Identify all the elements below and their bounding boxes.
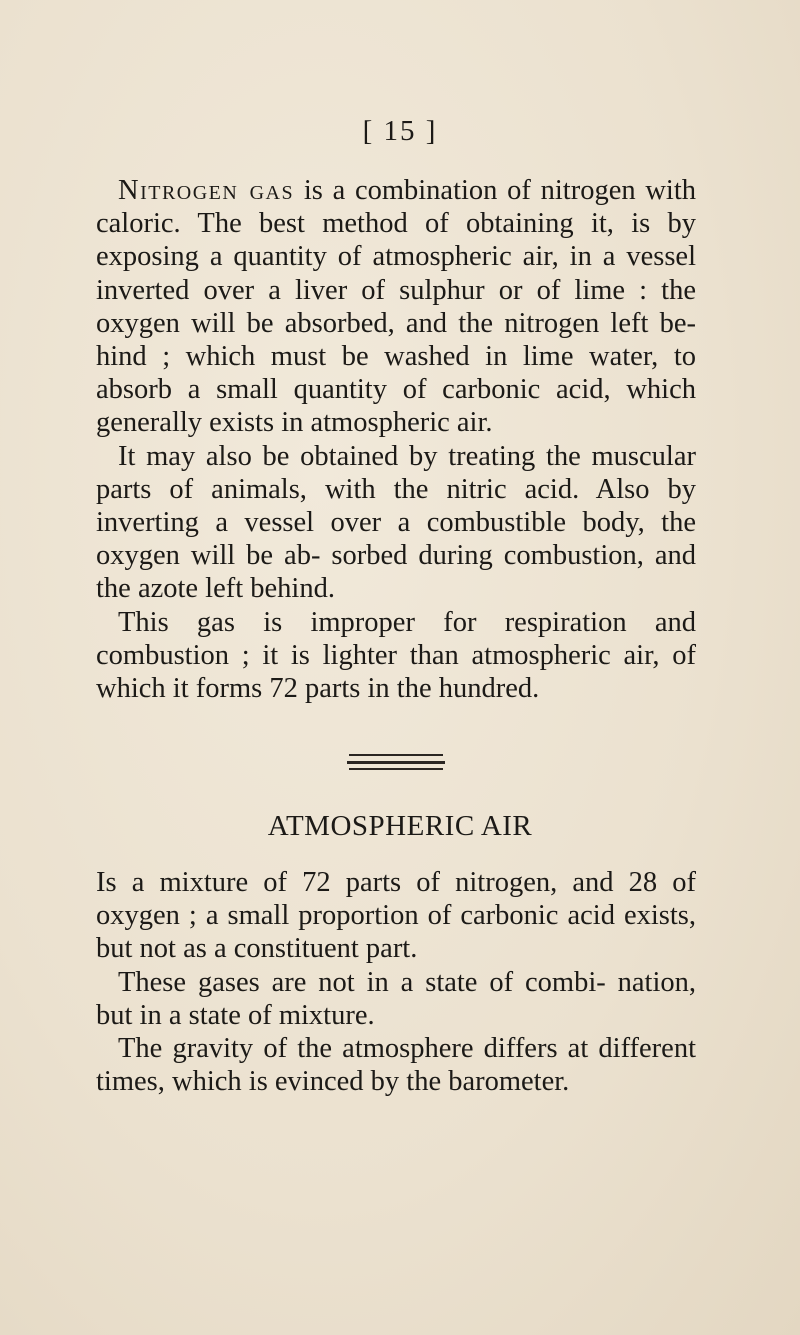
paragraph: Is a mixture of 72 parts of nitrogen, and 28 of oxygen ; a small proportion of carbonic acid exists, but not as a constituent part. xyxy=(96,867,696,965)
paragraph: The gravity of the atmosphere differs at different times, which is evinced by the barometer. xyxy=(96,1033,696,1098)
paragraph: This gas is improper for respiration and combustion ; it is lighter than atmospheric air, of which it forms 72 parts in the hundred. xyxy=(96,606,696,705)
section-heading: ATMOSPHERIC AIR xyxy=(267,810,533,842)
section-divider-line xyxy=(349,754,443,756)
paragraph: These gases are not in a state of combi- nation, but in a state of mixture. xyxy=(96,966,696,1031)
atmospheric-air-section xyxy=(96,866,696,1098)
page-number: [ 15 ] xyxy=(362,115,438,147)
section-divider-line xyxy=(347,761,445,764)
lead-words: Nitrogen gas xyxy=(118,175,295,206)
nitrogen-gas-section xyxy=(96,174,696,705)
paragraph: It may also be obtained by treating the muscular parts of animals, with the nitric acid. Also by inverting a vessel over a combustible body, the oxygen will be ab- sorbed during combustion, and the azote left behind. xyxy=(96,440,696,605)
paragraph-text: is a combination of nitrogen with caloric. The best method of obtaining it, is by exposing a quantity of atmospheric air, in a vessel inverted over a liver of sulphur or of lime : the oxygen will be absorbed, and the nitrogen left be- hind ; which must be washed in lime water, to absorb a small quantity of carbonic acid, which generally exists in atmospheric air. xyxy=(96,175,696,439)
section-divider-line xyxy=(349,768,443,770)
paragraph xyxy=(96,174,696,440)
